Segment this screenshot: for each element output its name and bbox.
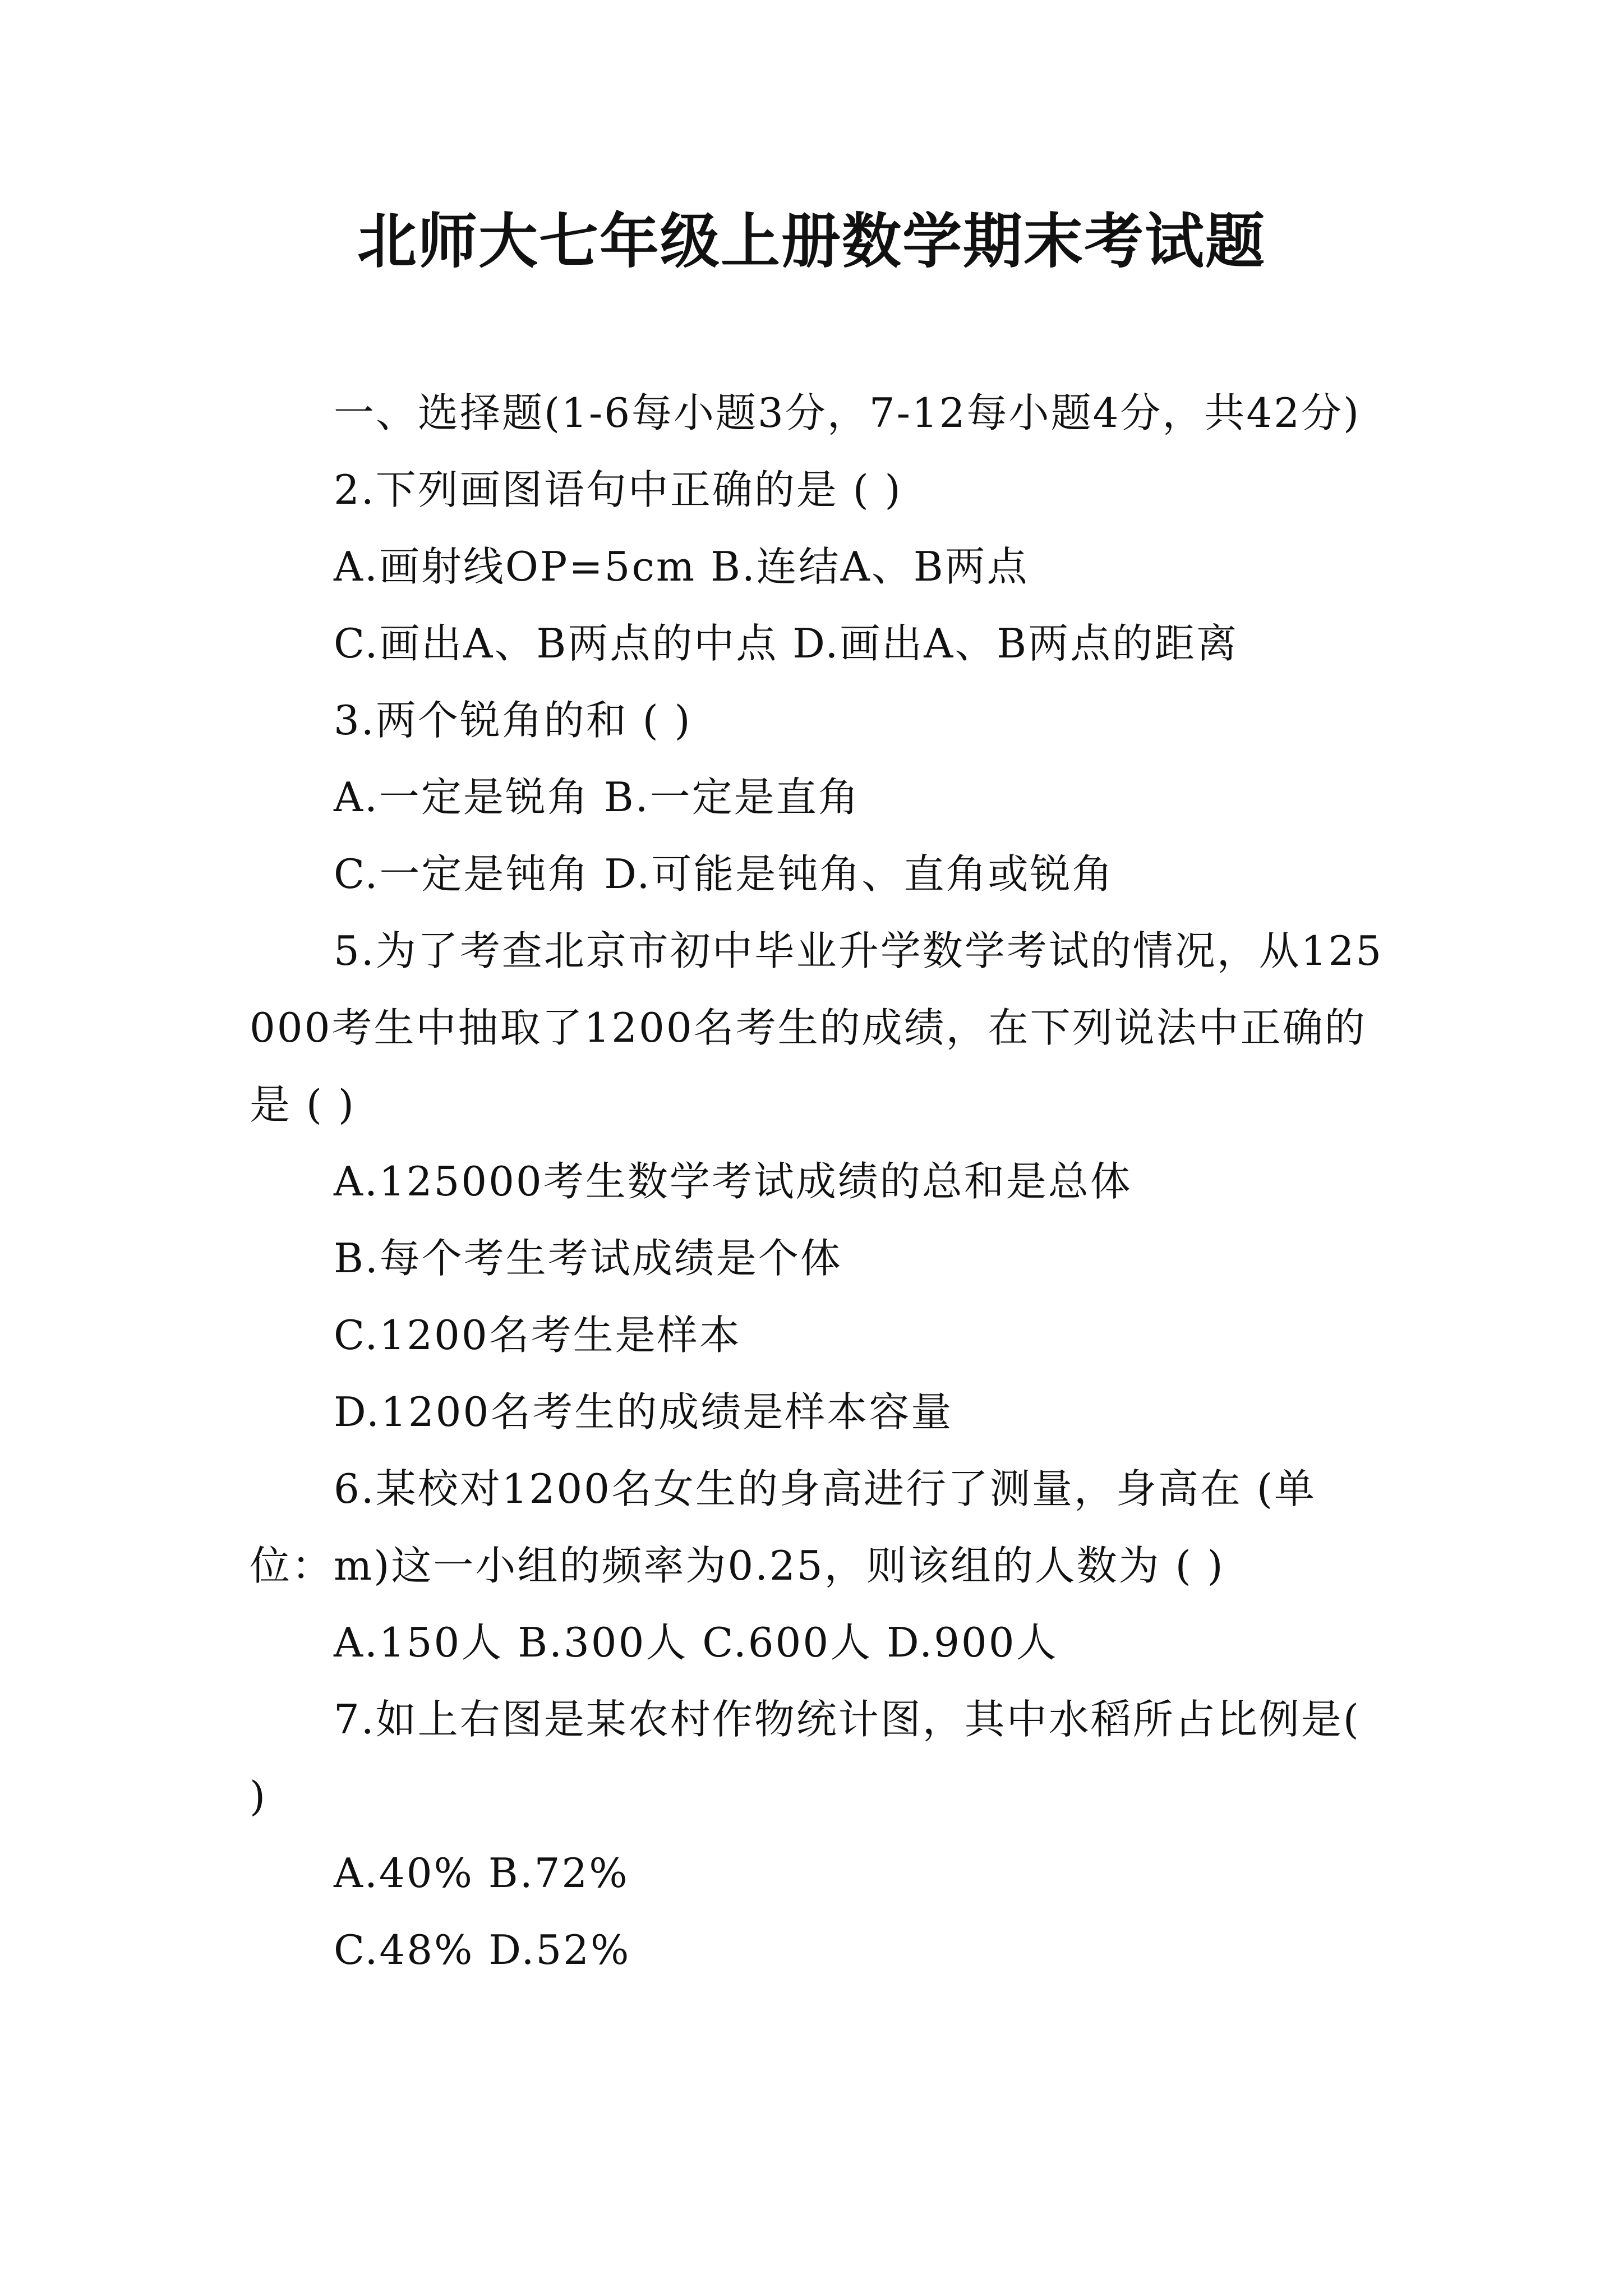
question-2-options-cd: C.画出A、B两点的中点 D.画出A、B两点的距离 [334, 620, 1239, 667]
question-7-options-ab: A.40% B.72% [334, 1849, 629, 1897]
question-5-option-b: B.每个考生考试成绩是个体 [334, 1235, 842, 1282]
page-title: 北师大七年级上册数学期末考试题 [357, 206, 1266, 276]
section-heading: 一、选择题(1-6每小题3分，7-12每小题4分，共42分) [334, 389, 1361, 436]
question-list [250, 375, 1388, 1989]
question-6-options: A.150人 B.300人 C.600人 D.900人 [334, 1619, 1058, 1666]
question-5-stem: 5.为了考查北京市初中毕业升学数学考试的情况，从125000考生中抽取了1200名考生的成绩，在下列说法中正确的是 ( ) [250, 927, 1384, 1128]
question-2-options-ab: A.画射线OP=5cm B.连结A、B两点 [334, 543, 1029, 590]
question-2-stem: 2.下列画图语句中正确的是 ( ) [334, 466, 902, 513]
question-5-option-a: A.125000考生数学考试成绩的总和是总体 [334, 1158, 1132, 1205]
question-5-option-c: C.1200名考生是样本 [334, 1312, 741, 1359]
question-3-stem: 3.两个锐角的和 ( ) [334, 697, 692, 744]
question-7-stem: 7.如上右图是某农村作物统计图，其中水稻所占比例是( ) [250, 1696, 1361, 1820]
question-3-options-cd: C.一定是钝角 D.可能是钝角、直角或锐角 [334, 850, 1114, 898]
question-7-options-cd: C.48% D.52% [334, 1926, 631, 1973]
question-3-options-ab: A.一定是锐角 B.一定是直角 [334, 774, 860, 821]
question-6-stem: 6.某校对1200名女生的身高进行了测量，身高在 (单位：m)这一小组的频率为0.25，则该组的人数为 ( ) [250, 1465, 1316, 1589]
question-5-option-d: D.1200名考生的成绩是样本容量 [334, 1388, 953, 1435]
